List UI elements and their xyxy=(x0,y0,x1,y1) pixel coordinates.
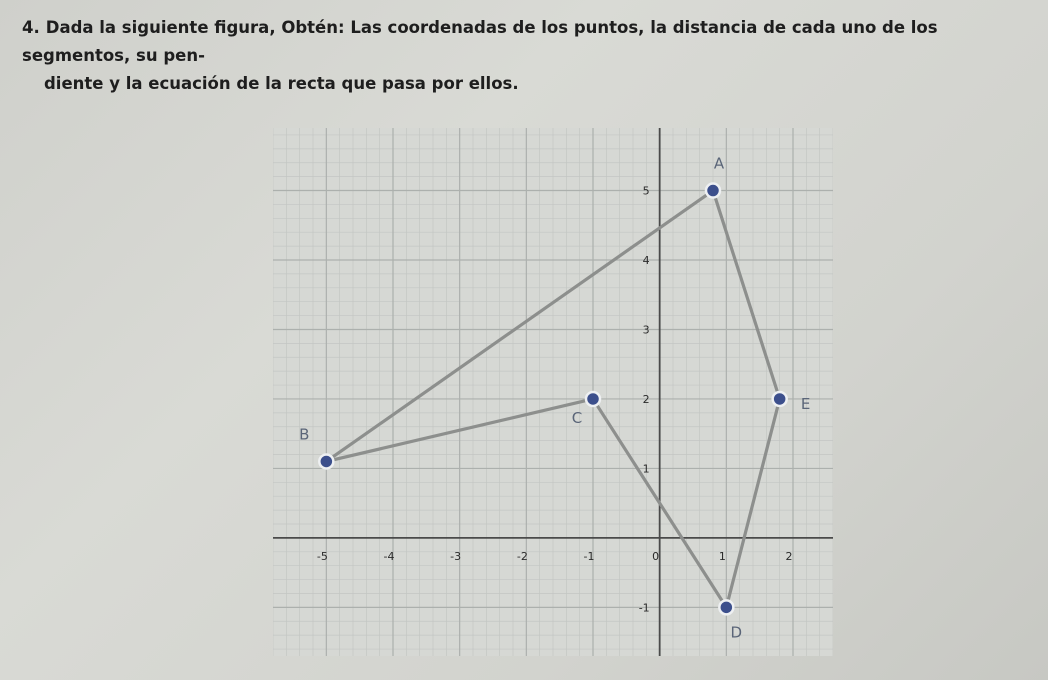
x-tick-label: 0 xyxy=(652,549,660,563)
x-tick-label: 2 xyxy=(785,549,793,563)
question-number: 4. xyxy=(22,18,40,37)
point-e xyxy=(773,392,787,406)
x-tick-label: -5 xyxy=(316,549,328,563)
x-tick-label: -2 xyxy=(516,549,528,563)
y-tick-label: 3 xyxy=(642,323,650,337)
coordinate-graph xyxy=(273,128,833,656)
x-tick-label: 1 xyxy=(718,549,726,563)
point-label-a: A xyxy=(713,154,725,173)
point-a xyxy=(706,184,720,198)
point-label-b: B xyxy=(299,425,310,444)
x-tick-label: -4 xyxy=(383,549,395,563)
x-tick-label: -1 xyxy=(583,549,595,563)
segment-ea xyxy=(713,191,780,399)
y-tick-label: 5 xyxy=(642,184,650,198)
point-b xyxy=(319,454,333,468)
segment-ab xyxy=(326,191,713,462)
point-c xyxy=(586,392,600,406)
question-line-1: Dada la siguiente figura, Obtén: Las coordenadas de los puntos, la distancia de cada uno de los segmentos, su pen- xyxy=(22,18,938,65)
y-tick-label: -1 xyxy=(638,601,650,615)
y-tick-label: 2 xyxy=(642,392,650,406)
question-line-2: diente y la ecuación de la recta que pasa por ellos. xyxy=(44,74,519,93)
x-tick-label: -3 xyxy=(450,549,462,563)
point-label-e: E xyxy=(800,394,811,413)
y-tick-label: 4 xyxy=(642,254,650,267)
graph-svg xyxy=(273,128,833,656)
point-label-c: C xyxy=(571,408,583,427)
point-label-d: D xyxy=(730,623,743,642)
point-d xyxy=(719,600,733,614)
question-text xyxy=(22,14,1032,98)
y-tick-label: 1 xyxy=(642,462,650,476)
